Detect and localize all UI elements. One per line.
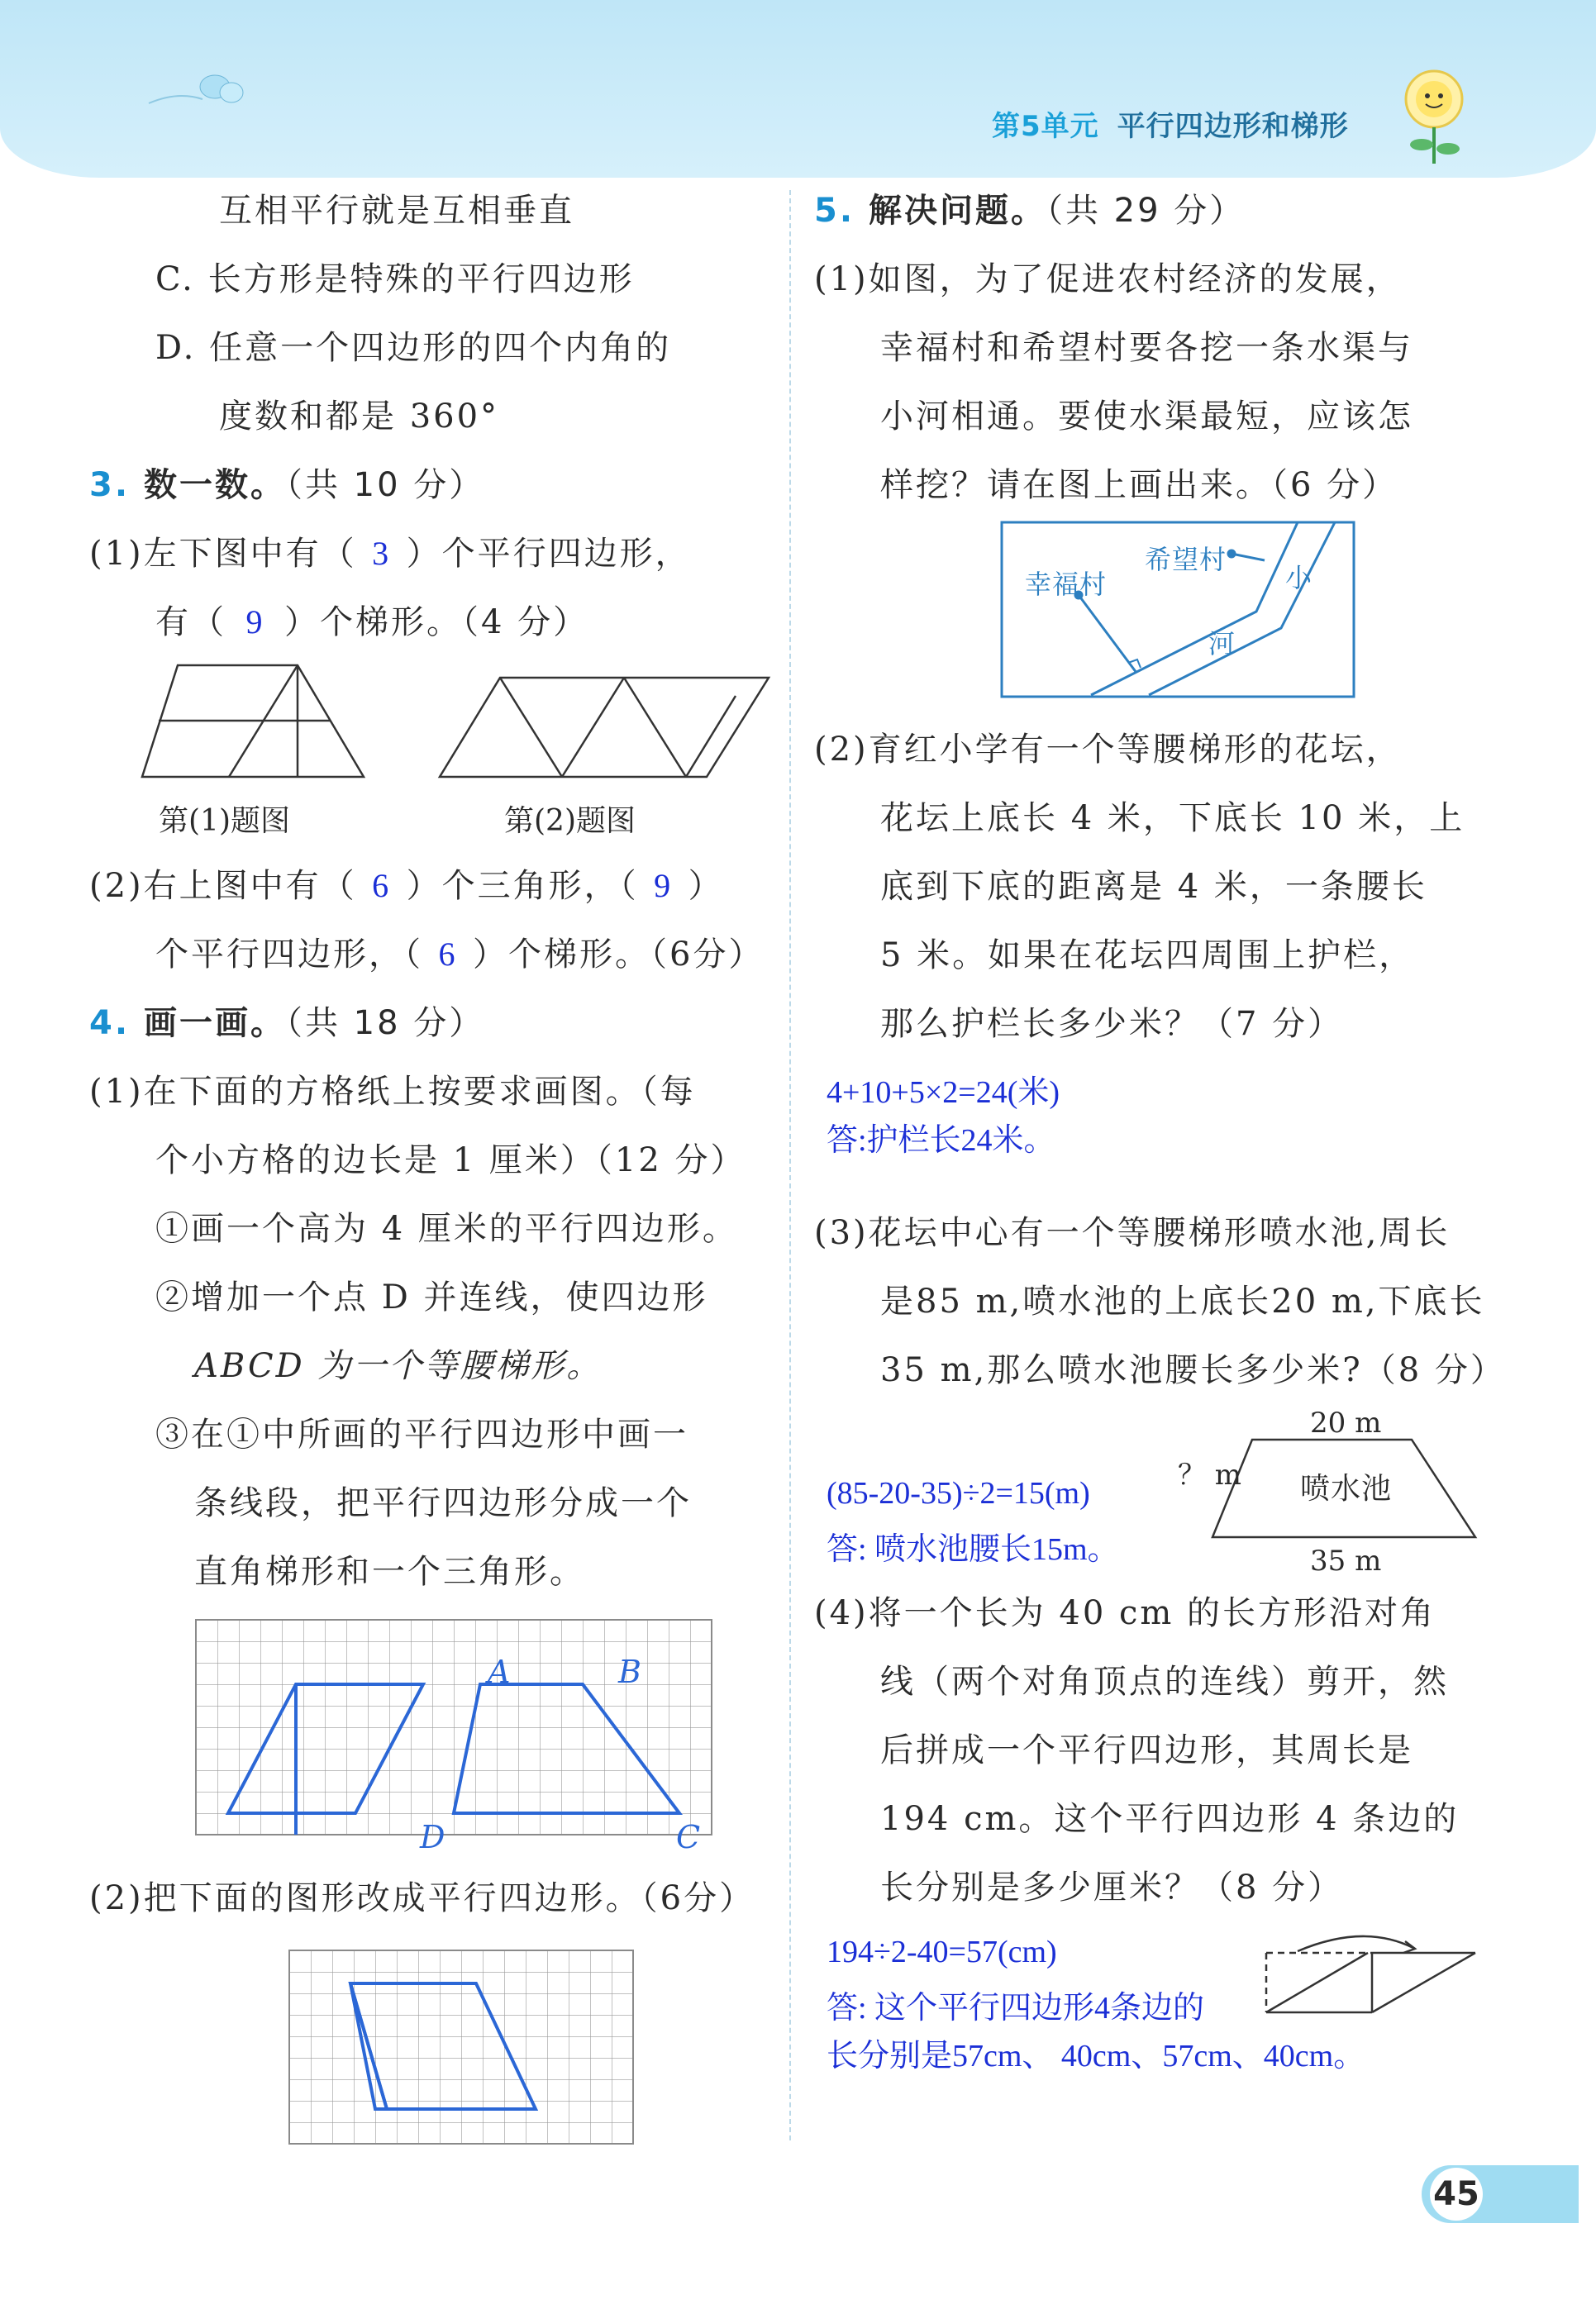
s3-q2-text-b: ）个三角形，（ [406, 867, 639, 905]
canal-line-1 [1079, 595, 1136, 673]
s4-q1-step3: ③在①中所画的平行四边形中画一 [155, 1416, 688, 1454]
s4-q1-step3-cont2: 直角梯形和一个三角形。 [194, 1553, 585, 1591]
s5-q2-line2: 花坛上底长 4 米，下底长 10 米，上 [880, 799, 1465, 837]
s4-q1-step2: ②增加一个点 D 并连线，使四边形 [155, 1278, 708, 1317]
s5-q3-line2: 是85 m,喷水池的上底长20 m,下底长 [880, 1283, 1485, 1321]
map-label-small: 小 [1285, 562, 1315, 593]
point-d-label: D [420, 1819, 448, 1855]
s4-q1-line1: (1)在下面的方格纸上按要求画图。（每 [89, 1073, 696, 1111]
figure-1-trapezoid [141, 665, 372, 781]
s4-q1-step3-cont1: 条线段，把平行四边形分成一个 [194, 1484, 692, 1522]
section-4-heading [89, 1001, 484, 1045]
page-header [0, 0, 1596, 178]
answer-blank: 6 [372, 867, 392, 904]
s4-q2: (2)把下面的图形改成平行四边形。（6分） [89, 1879, 755, 1917]
s3-q1-text-d: ）个梯形。（4 分） [284, 603, 589, 641]
s3-q2-line2 [155, 932, 764, 977]
point-b-label: B [618, 1654, 644, 1690]
unit-label: 第5单元 [992, 110, 1099, 143]
q2-option-b-continued: 互相平行就是互相垂直 [219, 192, 574, 230]
fountain-inside-label: 喷水池 [1300, 1472, 1393, 1506]
s5-q3-answer-calc: (85-20-35)÷2=15(m) [827, 1476, 1090, 1511]
point-a-label: A [488, 1654, 513, 1690]
cut-rectangle-figure [1265, 1930, 1484, 2021]
answer-blank: 9 [654, 867, 674, 904]
s5-q4-line5: 长分别是多少厘米？（8 分） [880, 1869, 1344, 1907]
s5-q1-line4: 样挖？请在图上画出来。（6 分） [880, 466, 1398, 504]
section-3-title: 数一数。 [143, 466, 286, 504]
section-5-score: （共 29 分） [1046, 192, 1246, 230]
s5-q1-line3: 小河相通。要使水渠最短，应该怎 [880, 398, 1413, 436]
page-number: 45 [1430, 2168, 1483, 2221]
s5-q4-answer-text-2: 长分别是57cm、 40cm、57cm、40cm。 [827, 2039, 1365, 2074]
section-3-heading [89, 463, 484, 507]
figure-2-triangles [438, 678, 769, 781]
s4-q1-step2-cont: ABCD 为一个等腰梯形。 [194, 1347, 603, 1385]
s5-q3-answer-text: 答: 喷水池腰长15m。 [827, 1532, 1119, 1567]
s5-q4-answer-calc: 194÷2-40=57(cm) [827, 1935, 1057, 1969]
s4-q1-line2: 个小方格的边长是 1 厘米）（12 分） [155, 1141, 746, 1179]
fountain-side-label: ？ m [1178, 1459, 1242, 1492]
s4-q1-step1: ①画一个高为 4 厘米的平行四边形。 [155, 1210, 738, 1248]
sunflower-icon [1389, 66, 1479, 165]
s5-q4-line4: 194 cm。这个平行四边形 4 条边的 [880, 1800, 1460, 1838]
unit-topic: 平行四边形和梯形 [1117, 110, 1349, 143]
grid-paper-2 [289, 1950, 636, 2149]
unit-title [992, 103, 1349, 144]
s5-q2-answer-text: 答:护栏长24米。 [827, 1123, 1055, 1158]
s5-q3-line1: (3)花坛中心有一个等腰梯形喷水池,周长 [814, 1214, 1451, 1252]
s3-q2-text-d: 个平行四边形，（ [155, 936, 423, 974]
section-3-number: 3. [89, 466, 131, 504]
s3-q2-text-a: (2)右上图中有（ [89, 867, 357, 905]
section-4-score: （共 18 分） [285, 1004, 485, 1042]
s3-q1-line1 [89, 531, 691, 576]
s5-q2-line4: 5 米。如果在花坛四周围上护栏， [880, 936, 1415, 974]
q2-option-d-line2: 度数和都是 360° [219, 398, 500, 436]
point-c-label: C [676, 1819, 703, 1855]
s3-q2-text-c: ） [688, 867, 724, 905]
s5-q2-answer-calc: 4+10+5×2=24(米) [827, 1075, 1060, 1110]
s5-q2-line5: 那么护栏长多少米？（7 分） [880, 1005, 1344, 1043]
s5-q4-line3: 后拼成一个平行四边形，其周长是 [880, 1731, 1413, 1769]
q2-option-d-line1: D. 任意一个四边形的四个内角的 [155, 329, 672, 367]
s5-q2-line1: (2)育红小学有一个等腰梯形的花坛， [814, 731, 1402, 769]
s3-q2-line1 [89, 864, 724, 908]
fountain-top-label: 20 m [1310, 1407, 1382, 1440]
s3-q1-line2 [155, 600, 588, 645]
section-5-number: 5. [814, 192, 855, 230]
section-5-title: 解决问题。 [868, 192, 1046, 230]
section-4-number: 4. [89, 1004, 131, 1042]
figure-2-caption: 第(2)题图 [504, 804, 636, 838]
s3-q2-text-e: ）个梯形。（6分） [473, 936, 765, 974]
s3-q1-text-a: (1)左下图中有（ [89, 535, 357, 573]
fountain-bottom-label: 35 m [1310, 1545, 1382, 1578]
canal-line-2 [1232, 554, 1265, 560]
section-5-heading [814, 188, 1245, 233]
answer-blank: 3 [372, 535, 392, 572]
section-3-score: （共 10 分） [285, 466, 485, 504]
s3-q1-text-b: ）个平行四边形， [406, 535, 691, 573]
s5-q1-line1: (1)如图，为了促进农村经济的发展， [814, 260, 1402, 298]
page-number-tab [1422, 2165, 1579, 2223]
s5-q4-answer-text-1: 答: 这个平行四边形4条边的 [827, 1991, 1205, 2026]
map-label-river: 河 [1208, 628, 1238, 659]
column-divider [789, 190, 791, 2140]
s5-q3-line3: 35 m,那么喷水池腰长多少米?（8 分） [880, 1351, 1506, 1389]
q2-option-c: C. 长方形是特殊的平行四边形 [155, 260, 635, 298]
section-4-title: 画一画。 [143, 1004, 286, 1042]
village-xiwang: 希望村 [1145, 544, 1227, 575]
figure-1-caption: 第(1)题图 [159, 804, 290, 838]
s5-q4-line2: 线（两个对角顶点的连线）剪开，然 [880, 1663, 1449, 1701]
s3-q1-text-c: 有（ [155, 603, 226, 641]
s5-q4-line1: (4)将一个长为 40 cm 的长方形沿对角 [814, 1594, 1436, 1632]
s5-q1-line2: 幸福村和希望村要各挖一条水渠与 [880, 329, 1413, 367]
butterfly-icon [145, 58, 252, 116]
village-xingfu: 幸福村 [1025, 569, 1108, 600]
s5-q2-line3: 底到下底的距离是 4 米，一条腰长 [880, 868, 1427, 906]
answer-blank: 9 [245, 603, 265, 640]
answer-blank: 6 [438, 936, 458, 973]
